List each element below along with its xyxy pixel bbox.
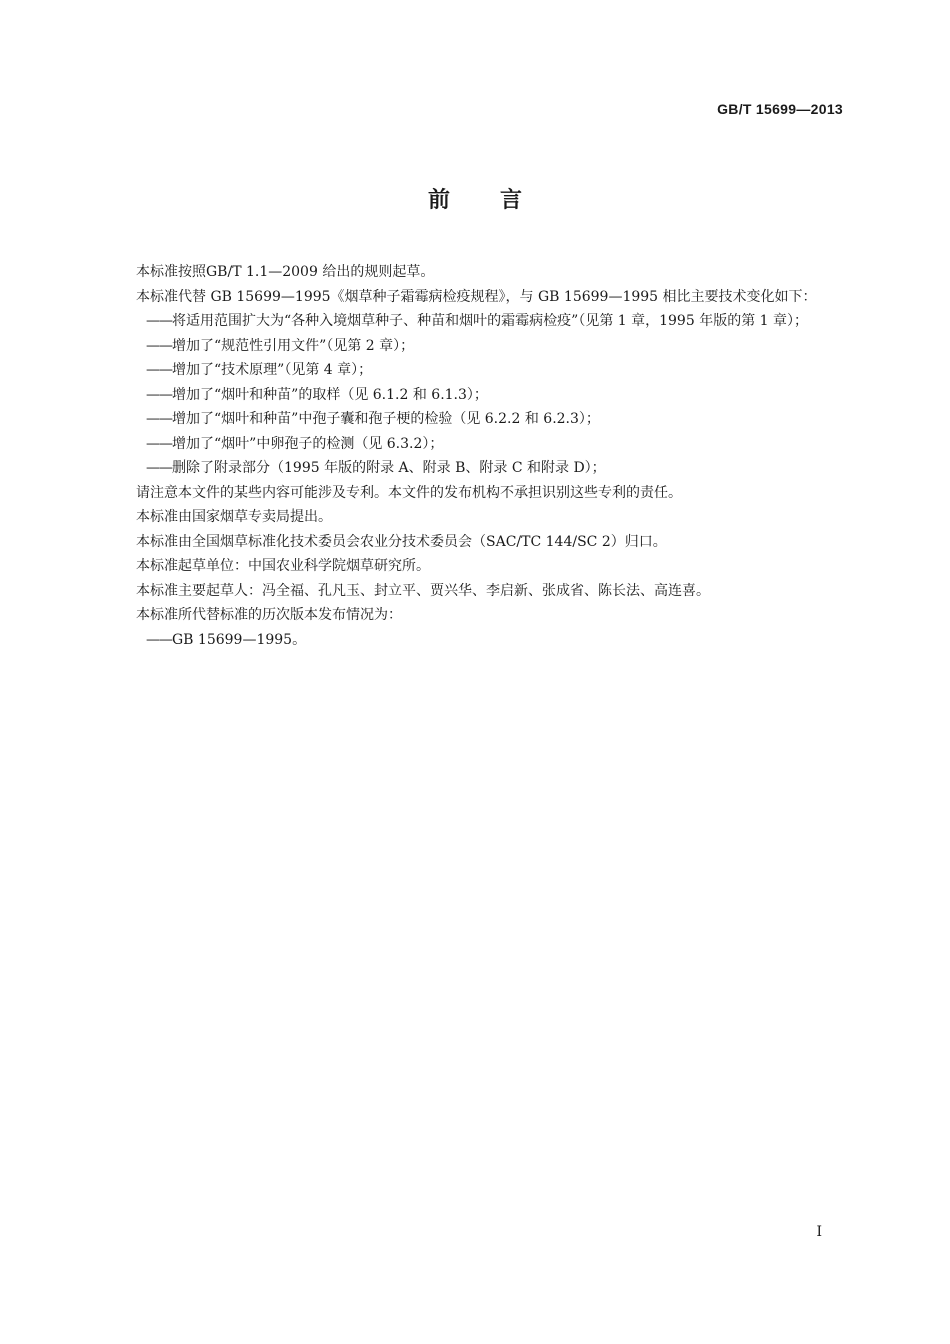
list-item: ——将适用范围扩大为“各种入境烟草种子、种苗和烟叶的霜霉病检疫”（见第 1 章，1995 年版的第 1 章）； [146,313,809,329]
patent-notice: 请注意本文件的某些内容可能涉及专利。本文件的发布机构不承担识别这些专利的责任。 [136,484,682,501]
list-item: ——增加了“烟叶和种苗”的取样（见 6.1.2 和 6.1.3）； [146,386,488,403]
list-item: ——删除了附录部分（1995 年版的附录 A、附录 B、附录 C 和附录 D）； [146,460,606,476]
changes-list [108,309,844,481]
drafting-unit: 本标准起草单位：中国农业科学院烟草研究所。 [136,558,430,574]
list-item: ——GB 15699—1995。 [146,631,307,648]
drafting-rules-paragraph: 本标准按照GB/T 1.1—2009 给出的规则起草。 [136,264,435,280]
centralized-by: 本标准由全国烟草标准化技术委员会农业分技术委员会（SAC/TC 144/SC 2）归口。 [136,533,667,550]
replacement-paragraph: 本标准代替 GB 15699—1995《烟草种子霜霉病检疫规程》，与 GB 15699—1995 相比主要技术变化如下： [136,288,817,305]
foreword-body [108,260,844,652]
history-list [108,628,844,653]
page-number: I [816,1224,822,1240]
proposed-by: 本标准由国家烟草专卖局提出。 [136,509,332,525]
page-title: 前言 [427,188,572,213]
history-intro: 本标准所代替标准的历次版本发布情况为： [136,607,402,623]
list-item: ——增加了“规范性引用文件”（见第 2 章）； [146,337,415,354]
drafters: 本标准主要起草人：冯全福、孔凡玉、封立平、贾兴华、李启新、张成省、陈长法、高连喜。 [136,582,710,599]
list-item: ——增加了“技术原理”（见第 4 章）； [146,362,373,378]
standard-code: GB/T 15699—2013 [717,101,843,117]
list-item: ——增加了“烟叶”中卵孢子的检测（见 6.3.2）； [146,435,444,452]
list-item: ——增加了“烟叶和种苗”中孢子囊和孢子梗的检验（见 6.2.2 和 6.2.3）； [146,411,600,427]
